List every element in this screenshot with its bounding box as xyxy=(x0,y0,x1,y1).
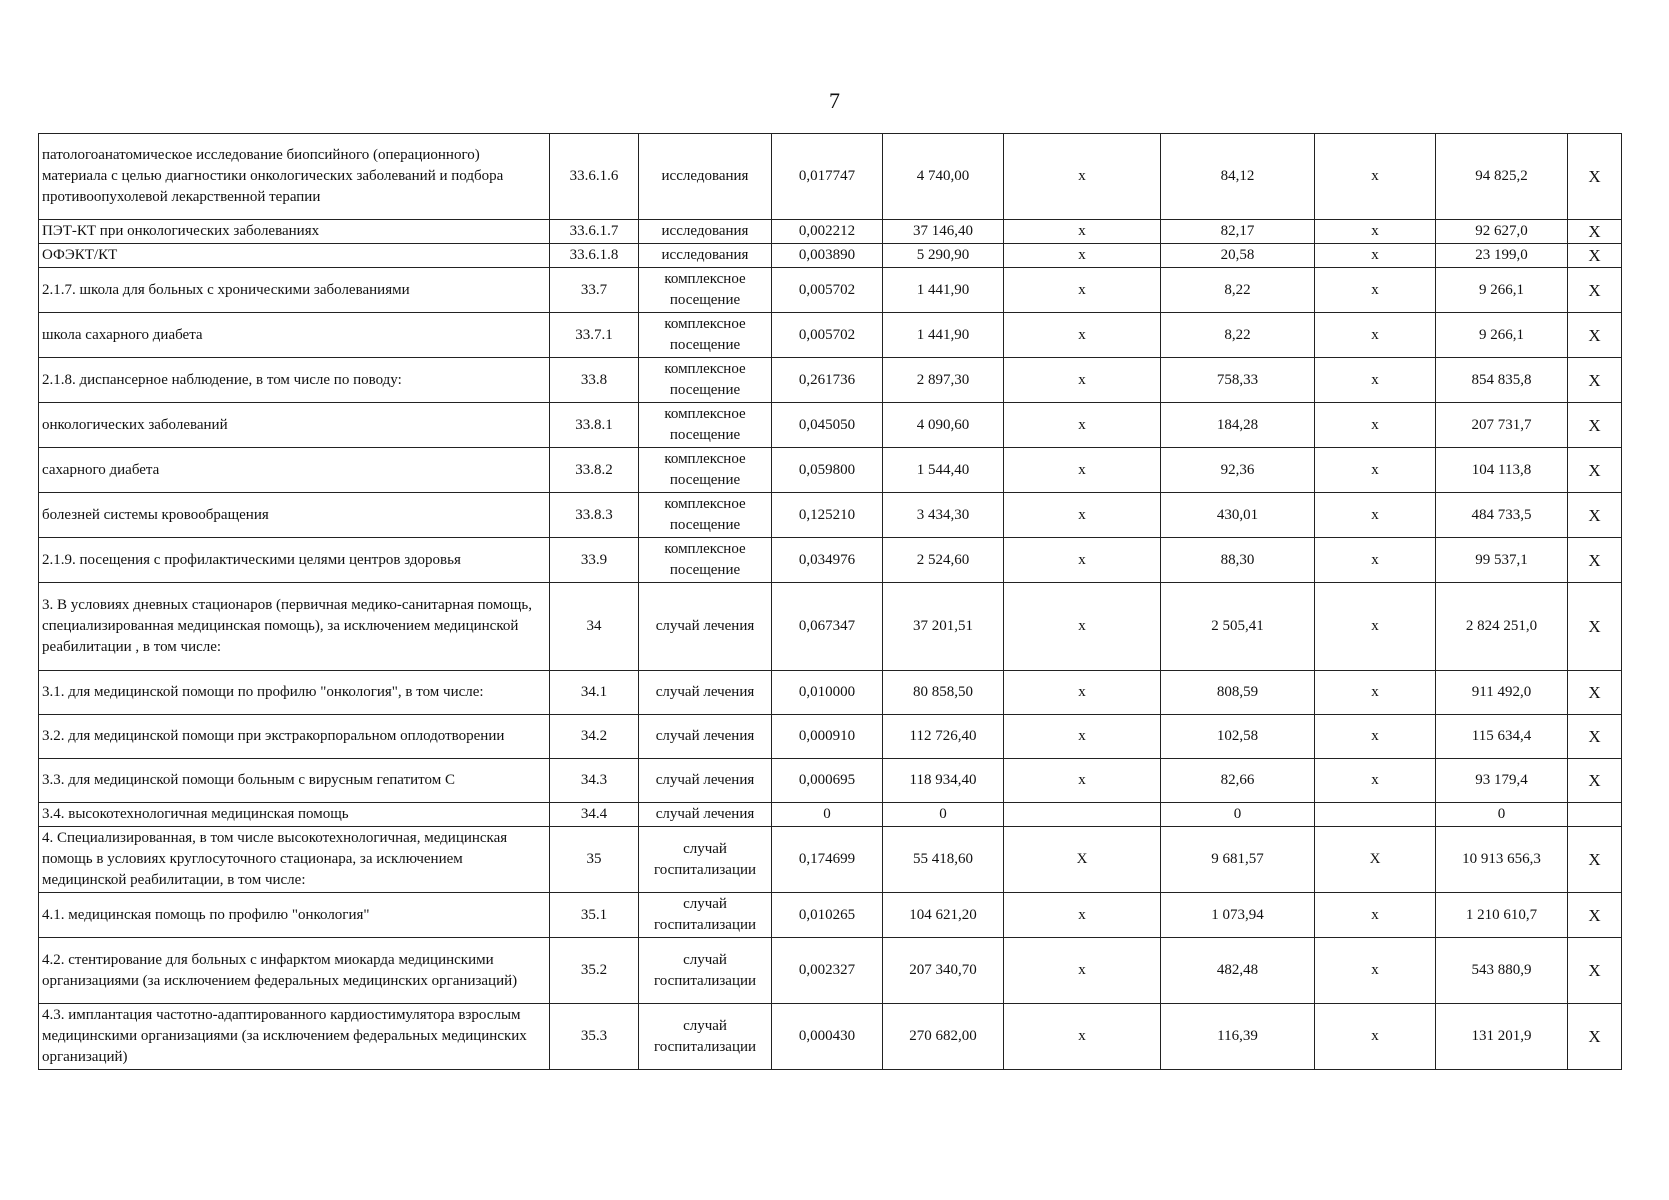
row-unit-cost: 118 934,40 xyxy=(883,759,1004,803)
row-total: 0 xyxy=(1436,803,1568,827)
row-norm-value: 0,010000 xyxy=(772,671,883,715)
row-unit-cost: 55 418,60 xyxy=(883,827,1004,893)
row-per-capita: 20,58 xyxy=(1161,244,1315,268)
row-total: 131 201,9 xyxy=(1436,1004,1568,1070)
row-code: 33.6.1.7 xyxy=(550,220,639,244)
row-unit-cost: 5 290,90 xyxy=(883,244,1004,268)
table-row xyxy=(39,938,1622,1004)
row-per-capita: 8,22 xyxy=(1161,268,1315,313)
row-mark-3: Х xyxy=(1568,938,1622,1004)
row-mark-1: х xyxy=(1004,893,1161,938)
row-code: 35.3 xyxy=(550,1004,639,1070)
row-mark-3: Х xyxy=(1568,827,1622,893)
row-unit-cost: 1 441,90 xyxy=(883,268,1004,313)
row-per-capita: 758,33 xyxy=(1161,358,1315,403)
row-mark-1: х xyxy=(1004,134,1161,220)
row-total: 99 537,1 xyxy=(1436,538,1568,583)
row-unit: случай госпитализации xyxy=(639,1004,772,1070)
row-mark-1: х xyxy=(1004,448,1161,493)
row-total: 484 733,5 xyxy=(1436,493,1568,538)
row-unit-cost: 4 740,00 xyxy=(883,134,1004,220)
row-description: 3. В условиях дневных стационаров (первичная медико-санитарная помощь, специализированная медицинская помощь), за исключением медицинской реабилитации , в том числе: xyxy=(39,583,550,671)
table-row xyxy=(39,244,1622,268)
row-per-capita: 0 xyxy=(1161,803,1315,827)
row-mark-2: х xyxy=(1315,538,1436,583)
row-mark-3: Х xyxy=(1568,583,1622,671)
row-total: 854 835,8 xyxy=(1436,358,1568,403)
page-number: 7 xyxy=(829,88,840,113)
row-mark-3: Х xyxy=(1568,759,1622,803)
row-unit-cost: 4 090,60 xyxy=(883,403,1004,448)
row-norm-value: 0,045050 xyxy=(772,403,883,448)
table-row xyxy=(39,403,1622,448)
table-row xyxy=(39,268,1622,313)
row-per-capita: 102,58 xyxy=(1161,715,1315,759)
row-unit-cost: 207 340,70 xyxy=(883,938,1004,1004)
row-total: 94 825,2 xyxy=(1436,134,1568,220)
row-description: 4. Специализированная, в том числе высокотехнологичная, медицинская помощь в условиях круглосуточного стационара, за исключением медицинской реабилитации, в том числе: xyxy=(39,827,550,893)
row-mark-3: Х xyxy=(1568,403,1622,448)
row-mark-2: х xyxy=(1315,938,1436,1004)
row-unit: комплексное посещение xyxy=(639,448,772,493)
row-per-capita: 9 681,57 xyxy=(1161,827,1315,893)
row-mark-2: х xyxy=(1315,448,1436,493)
table-row xyxy=(39,583,1622,671)
row-per-capita: 8,22 xyxy=(1161,313,1315,358)
row-total: 1 210 610,7 xyxy=(1436,893,1568,938)
row-description: болезней системы кровообращения xyxy=(39,493,550,538)
row-mark-1: х xyxy=(1004,671,1161,715)
table-row xyxy=(39,1004,1622,1070)
row-mark-2: х xyxy=(1315,358,1436,403)
row-total: 23 199,0 xyxy=(1436,244,1568,268)
row-mark-3: Х xyxy=(1568,268,1622,313)
row-mark-1: х xyxy=(1004,538,1161,583)
row-norm-value: 0,000695 xyxy=(772,759,883,803)
row-description: 2.1.9. посещения с профилактическими целями центров здоровья xyxy=(39,538,550,583)
table-row xyxy=(39,313,1622,358)
row-norm-value: 0,000430 xyxy=(772,1004,883,1070)
row-description: 3.4. высокотехнологичная медицинская помощь xyxy=(39,803,550,827)
table-row xyxy=(39,893,1622,938)
table-row xyxy=(39,759,1622,803)
row-norm-value: 0,261736 xyxy=(772,358,883,403)
table-row xyxy=(39,671,1622,715)
row-description: школа сахарного диабета xyxy=(39,313,550,358)
row-mark-1: х xyxy=(1004,358,1161,403)
row-mark-2: х xyxy=(1315,715,1436,759)
row-mark-2 xyxy=(1315,803,1436,827)
row-mark-1: х xyxy=(1004,268,1161,313)
row-mark-2: х xyxy=(1315,313,1436,358)
row-unit-cost: 3 434,30 xyxy=(883,493,1004,538)
row-unit: случай лечения xyxy=(639,671,772,715)
row-norm-value: 0,005702 xyxy=(772,268,883,313)
row-code: 34 xyxy=(550,583,639,671)
row-code: 33.6.1.6 xyxy=(550,134,639,220)
tariff-table xyxy=(38,133,1622,1070)
row-unit-cost: 37 201,51 xyxy=(883,583,1004,671)
row-mark-1: х xyxy=(1004,403,1161,448)
table-row xyxy=(39,803,1622,827)
row-norm-value: 0,002212 xyxy=(772,220,883,244)
row-per-capita: 184,28 xyxy=(1161,403,1315,448)
row-mark-2: х xyxy=(1315,403,1436,448)
row-mark-3: Х xyxy=(1568,244,1622,268)
row-per-capita: 482,48 xyxy=(1161,938,1315,1004)
row-unit: комплексное посещение xyxy=(639,268,772,313)
row-mark-2: х xyxy=(1315,759,1436,803)
row-norm-value: 0,005702 xyxy=(772,313,883,358)
row-mark-2: х xyxy=(1315,671,1436,715)
row-mark-3: Х xyxy=(1568,715,1622,759)
row-code: 34.4 xyxy=(550,803,639,827)
table-row xyxy=(39,493,1622,538)
row-unit-cost: 2 897,30 xyxy=(883,358,1004,403)
row-unit-cost: 1 544,40 xyxy=(883,448,1004,493)
row-norm-value: 0,125210 xyxy=(772,493,883,538)
table-row xyxy=(39,448,1622,493)
row-description: 3.2. для медицинской помощи при экстракорпоральном оплодотворении xyxy=(39,715,550,759)
row-per-capita: 430,01 xyxy=(1161,493,1315,538)
row-unit: случай госпитализации xyxy=(639,827,772,893)
row-unit-cost: 104 621,20 xyxy=(883,893,1004,938)
row-per-capita: 2 505,41 xyxy=(1161,583,1315,671)
row-mark-3: Х xyxy=(1568,493,1622,538)
row-norm-value: 0 xyxy=(772,803,883,827)
row-total: 93 179,4 xyxy=(1436,759,1568,803)
row-code: 33.8.1 xyxy=(550,403,639,448)
row-code: 35.1 xyxy=(550,893,639,938)
row-per-capita: 88,30 xyxy=(1161,538,1315,583)
row-unit: случай госпитализации xyxy=(639,938,772,1004)
row-mark-1: х xyxy=(1004,220,1161,244)
row-total: 911 492,0 xyxy=(1436,671,1568,715)
row-unit: комплексное посещение xyxy=(639,493,772,538)
row-per-capita: 84,12 xyxy=(1161,134,1315,220)
row-mark-1: х xyxy=(1004,313,1161,358)
row-description: сахарного диабета xyxy=(39,448,550,493)
row-mark-2: Х xyxy=(1315,827,1436,893)
row-unit: комплексное посещение xyxy=(639,358,772,403)
row-per-capita: 808,59 xyxy=(1161,671,1315,715)
row-total: 92 627,0 xyxy=(1436,220,1568,244)
table-row xyxy=(39,134,1622,220)
row-mark-3: Х xyxy=(1568,893,1622,938)
row-total: 104 113,8 xyxy=(1436,448,1568,493)
table-row xyxy=(39,538,1622,583)
row-unit-cost: 37 146,40 xyxy=(883,220,1004,244)
row-code: 33.6.1.8 xyxy=(550,244,639,268)
row-unit: случай госпитализации xyxy=(639,893,772,938)
row-mark-2: х xyxy=(1315,220,1436,244)
row-mark-1: х xyxy=(1004,938,1161,1004)
row-unit: исследования xyxy=(639,134,772,220)
row-norm-value: 0,059800 xyxy=(772,448,883,493)
row-mark-2: х xyxy=(1315,493,1436,538)
row-total: 207 731,7 xyxy=(1436,403,1568,448)
row-per-capita: 82,66 xyxy=(1161,759,1315,803)
row-code: 35 xyxy=(550,827,639,893)
row-description: онкологических заболеваний xyxy=(39,403,550,448)
row-mark-3: Х xyxy=(1568,671,1622,715)
row-mark-3: Х xyxy=(1568,448,1622,493)
row-norm-value: 0,003890 xyxy=(772,244,883,268)
row-mark-1: х xyxy=(1004,583,1161,671)
row-mark-2: х xyxy=(1315,268,1436,313)
table-row xyxy=(39,358,1622,403)
row-mark-1: Х xyxy=(1004,827,1161,893)
row-norm-value: 0,000910 xyxy=(772,715,883,759)
row-description: 4.1. медицинская помощь по профилю "онкология" xyxy=(39,893,550,938)
row-mark-3 xyxy=(1568,803,1622,827)
row-description: 2.1.8. диспансерное наблюдение, в том числе по поводу: xyxy=(39,358,550,403)
row-mark-1 xyxy=(1004,803,1161,827)
row-unit: случай лечения xyxy=(639,803,772,827)
row-unit: случай лечения xyxy=(639,759,772,803)
row-unit: комплексное посещение xyxy=(639,313,772,358)
row-code: 33.8.3 xyxy=(550,493,639,538)
row-total: 115 634,4 xyxy=(1436,715,1568,759)
row-code: 34.3 xyxy=(550,759,639,803)
row-code: 34.2 xyxy=(550,715,639,759)
row-mark-2: х xyxy=(1315,893,1436,938)
row-description: патологоанатомическое исследование биопсийного (операционного) материала с целью диагностики онкологических заболеваний и подбора противоопухолевой лекарственной терапии xyxy=(39,134,550,220)
row-norm-value: 0,034976 xyxy=(772,538,883,583)
row-mark-1: х xyxy=(1004,715,1161,759)
row-code: 33.8 xyxy=(550,358,639,403)
row-code: 33.8.2 xyxy=(550,448,639,493)
row-total: 9 266,1 xyxy=(1436,268,1568,313)
row-total: 9 266,1 xyxy=(1436,313,1568,358)
row-code: 33.7.1 xyxy=(550,313,639,358)
row-norm-value: 0,017747 xyxy=(772,134,883,220)
row-unit: комплексное посещение xyxy=(639,538,772,583)
row-description: 4.2. стентирование для больных с инфарктом миокарда медицинскими организациями (за исключением федеральных медицинских организаций) xyxy=(39,938,550,1004)
row-unit-cost: 112 726,40 xyxy=(883,715,1004,759)
row-unit-cost: 2 524,60 xyxy=(883,538,1004,583)
row-norm-value: 0,002327 xyxy=(772,938,883,1004)
row-description: 3.3. для медицинской помощи больным с вирусным гепатитом С xyxy=(39,759,550,803)
row-per-capita: 1 073,94 xyxy=(1161,893,1315,938)
row-description: 4.3. имплантация частотно-адаптированного кардиостимулятора взрослым медицинскими организациями (за исключением федеральных медицинских организаций) xyxy=(39,1004,550,1070)
row-norm-value: 0,010265 xyxy=(772,893,883,938)
table-row xyxy=(39,715,1622,759)
row-total: 2 824 251,0 xyxy=(1436,583,1568,671)
row-unit: случай лечения xyxy=(639,583,772,671)
row-total: 543 880,9 xyxy=(1436,938,1568,1004)
row-mark-1: х xyxy=(1004,759,1161,803)
row-mark-3: Х xyxy=(1568,220,1622,244)
table-row xyxy=(39,220,1622,244)
row-code: 33.9 xyxy=(550,538,639,583)
row-unit-cost: 270 682,00 xyxy=(883,1004,1004,1070)
row-per-capita: 92,36 xyxy=(1161,448,1315,493)
row-unit-cost: 0 xyxy=(883,803,1004,827)
row-mark-3: Х xyxy=(1568,134,1622,220)
row-mark-3: Х xyxy=(1568,313,1622,358)
row-mark-1: х xyxy=(1004,244,1161,268)
row-unit: исследования xyxy=(639,244,772,268)
table-row xyxy=(39,827,1622,893)
row-description: 2.1.7. школа для больных с хроническими заболеваниями xyxy=(39,268,550,313)
row-mark-3: Х xyxy=(1568,358,1622,403)
row-code: 34.1 xyxy=(550,671,639,715)
row-unit-cost: 1 441,90 xyxy=(883,313,1004,358)
row-mark-2: х xyxy=(1315,1004,1436,1070)
row-mark-2: х xyxy=(1315,244,1436,268)
row-mark-2: х xyxy=(1315,134,1436,220)
row-norm-value: 0,067347 xyxy=(772,583,883,671)
row-total: 10 913 656,3 xyxy=(1436,827,1568,893)
row-unit: комплексное посещение xyxy=(639,403,772,448)
row-code: 33.7 xyxy=(550,268,639,313)
row-norm-value: 0,174699 xyxy=(772,827,883,893)
row-code: 35.2 xyxy=(550,938,639,1004)
row-mark-1: х xyxy=(1004,493,1161,538)
row-unit-cost: 80 858,50 xyxy=(883,671,1004,715)
row-description: ОФЭКТ/КТ xyxy=(39,244,550,268)
row-mark-1: х xyxy=(1004,1004,1161,1070)
row-per-capita: 116,39 xyxy=(1161,1004,1315,1070)
row-unit: случай лечения xyxy=(639,715,772,759)
row-mark-2: х xyxy=(1315,583,1436,671)
row-mark-3: Х xyxy=(1568,1004,1622,1070)
row-mark-3: Х xyxy=(1568,538,1622,583)
row-description: ПЭТ-КТ при онкологических заболеваниях xyxy=(39,220,550,244)
row-unit: исследования xyxy=(639,220,772,244)
row-description: 3.1. для медицинской помощи по профилю "онкология", в том числе: xyxy=(39,671,550,715)
row-per-capita: 82,17 xyxy=(1161,220,1315,244)
